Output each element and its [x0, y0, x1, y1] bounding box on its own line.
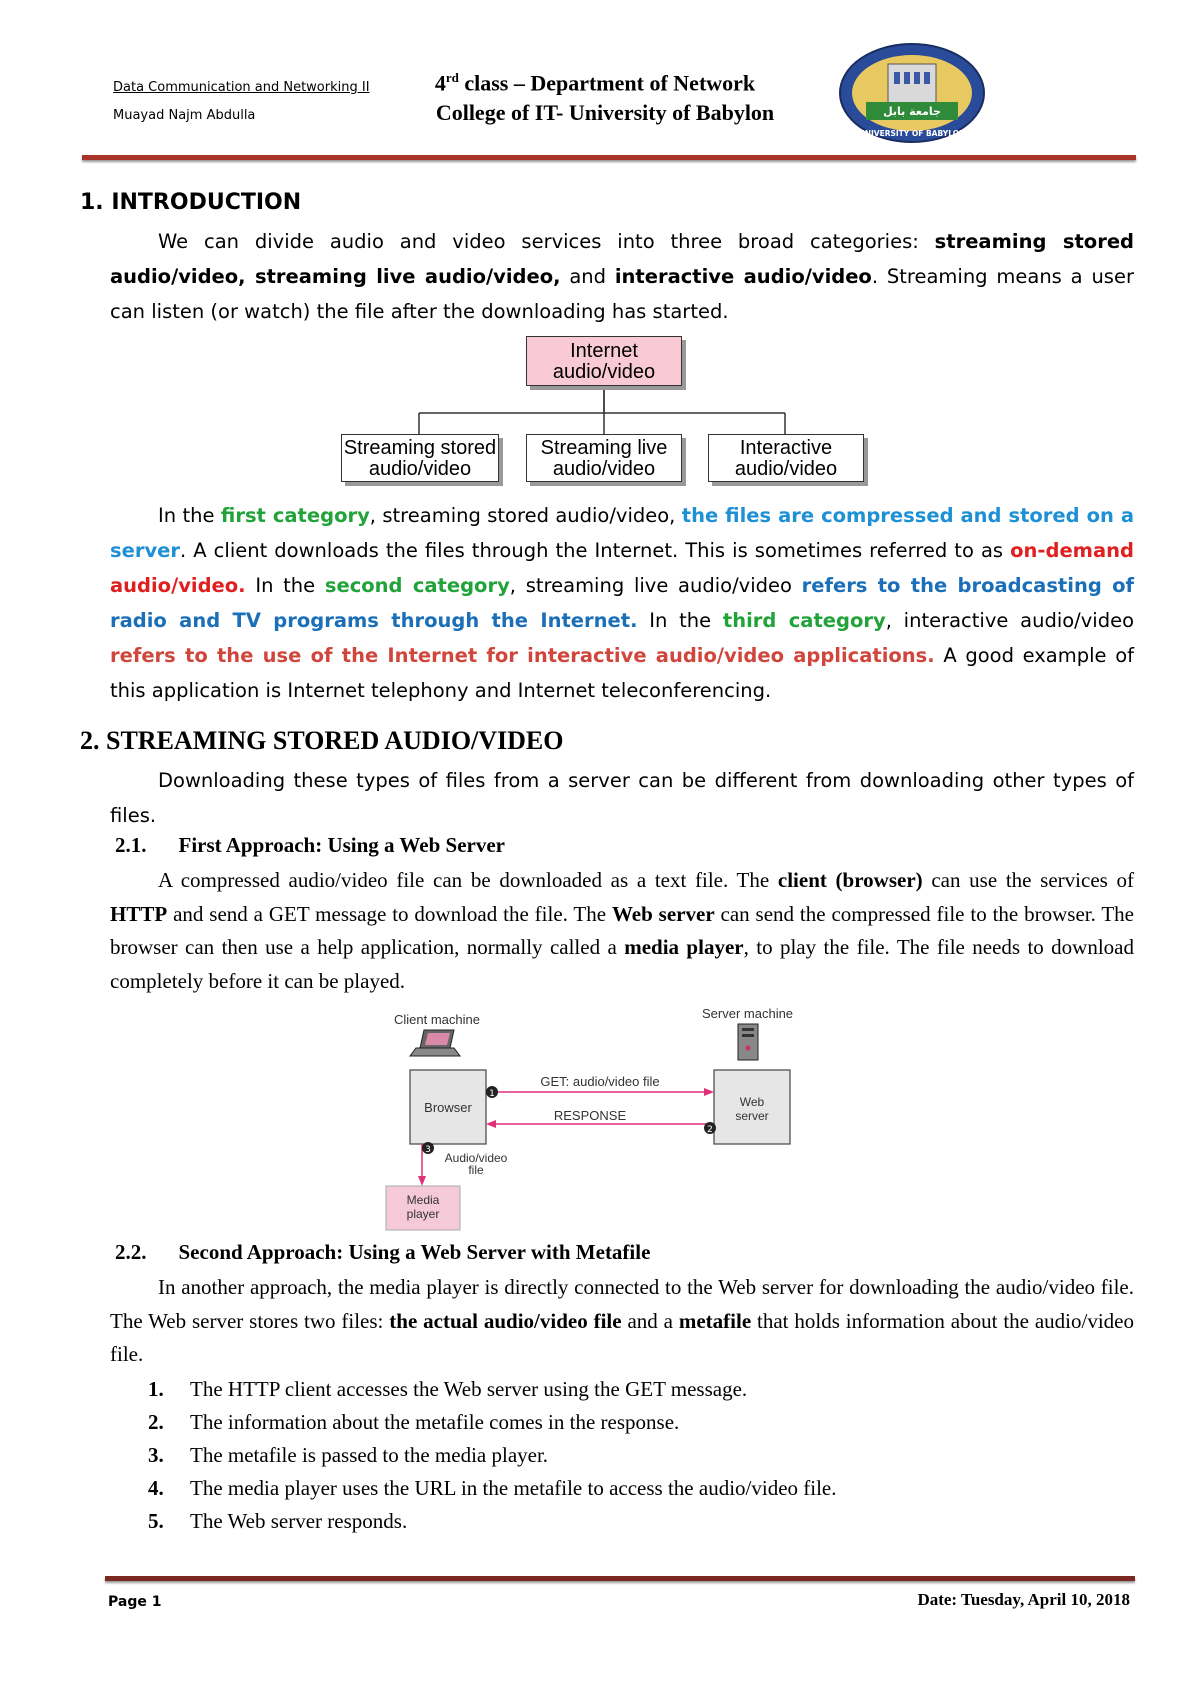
file-arrowhead — [418, 1176, 426, 1186]
get-label: GET: audio/video file — [540, 1074, 660, 1089]
server-tower-icon — [738, 1024, 758, 1060]
web-server-label-line1: Web — [739, 1095, 765, 1109]
footer-page-number: Page 1 — [108, 1594, 162, 1610]
section2-paragraph1: Downloading these types of files from a server can be different from downloading other types of files. — [110, 769, 1134, 827]
get-arrowhead — [704, 1088, 714, 1096]
media-player-line2: player — [406, 1207, 440, 1221]
subsection-2-1-heading: 2.1. First Approach: Using a Web Server — [115, 833, 505, 857]
server-machine-label: Server machine — [702, 1006, 794, 1021]
subsection-2-2-paragraph: In another approach, the media player is directly connected to the Web server for downloading the audio/video file. The Web server stores two files: the actual audio/video file and a metafile that holds information about the audio/video file. — [110, 1275, 1134, 1366]
list-item: 3. The metafile is passed to the media player. — [148, 1443, 549, 1467]
media-player-line1: Media — [406, 1193, 440, 1207]
svg-text:1: 1 — [489, 1089, 495, 1099]
section1-paragraph2: In the first category, streaming stored audio/video, the files are compressed and stored on a server. A client downloads the files through the Internet. This is sometimes referred to as on-demand audio/video. In the second category, streaming live audio/video refers to the broadcasting of radio and TV programs through the Internet. In the third category, interactive audio/video refers to the use of the Internet for interactive audio/video applications. A good example of this application is Internet telephony and Internet teleconferencing. — [110, 504, 1135, 702]
diagram-root-box: Internet audio/video — [526, 336, 682, 386]
svg-text:3: 3 — [425, 1145, 431, 1155]
file-label-line1: Audio/video — [444, 1151, 508, 1165]
header-author: Muayad Najm Abdulla — [113, 108, 256, 123]
logo-arabic-text: جامعة بابل — [883, 105, 941, 118]
file-label-line2: file — [468, 1163, 484, 1177]
browser-label: Browser — [424, 1100, 472, 1115]
header-course: Data Communication and Networking II — [113, 80, 370, 95]
diagram-connector-lines — [0, 0, 1200, 500]
list-item: 1. The HTTP client accesses the Web server using the GET message. — [148, 1377, 748, 1401]
laptop-icon — [410, 1030, 460, 1056]
list-item: 4. The media player uses the URL in the metafile to access the audio/video file. — [148, 1476, 837, 1500]
web-server-figure — [380, 1004, 820, 1232]
footer-rule — [105, 1576, 1135, 1581]
header-class: 4rd class – Department of Network — [434, 70, 756, 96]
diagram-interactive-box: Interactive audio/video — [708, 434, 864, 482]
metafile-steps-list — [148, 1373, 1130, 1538]
section2-heading: 2. STREAMING STORED AUDIO/VIDEO — [80, 726, 564, 755]
list-item: 5. The Web server responds. — [148, 1509, 408, 1533]
svg-text:2: 2 — [707, 1125, 713, 1135]
diagram-streaming-live-box: Streaming live audio/video — [526, 434, 682, 482]
diagram-streaming-stored-box: Streaming stored audio/video — [341, 434, 499, 482]
web-server-label-line2: server — [735, 1109, 769, 1123]
response-label: RESPONSE — [553, 1108, 627, 1123]
header-college: College of IT- University of Babylon — [435, 100, 775, 125]
subsection-2-2-heading: 2.2. Second Approach: Using a Web Server with Metafile — [115, 1240, 651, 1264]
footer-date: Date: Tuesday, April 10, 2018 — [917, 1590, 1130, 1609]
section1-heading: 1. INTRODUCTION — [80, 190, 302, 215]
client-machine-label: Client machine — [394, 1012, 480, 1027]
section1-paragraph1: We can divide audio and video services into three broad categories: streaming stored audio/video, streaming live audio/video, and interactive audio/video. Streaming means a user can listen (or watch) the file after the downloading has started. — [110, 230, 1135, 323]
logo-english-text: UNIVERSITY OF BABYLON — [858, 129, 966, 138]
list-item: 2. The information about the metafile comes in the response. — [148, 1410, 680, 1434]
subsection-2-1-paragraph: A compressed audio/video file can be downloaded as a text file. The client (browser) can use the services of HTTP and send a GET message to download the file. The Web server can send the compressed file to the browser. The browser can then use a help application, normally called a media player, to play the file. The file needs to download completely before it can be played. — [110, 868, 1135, 993]
response-arrowhead — [486, 1120, 496, 1128]
